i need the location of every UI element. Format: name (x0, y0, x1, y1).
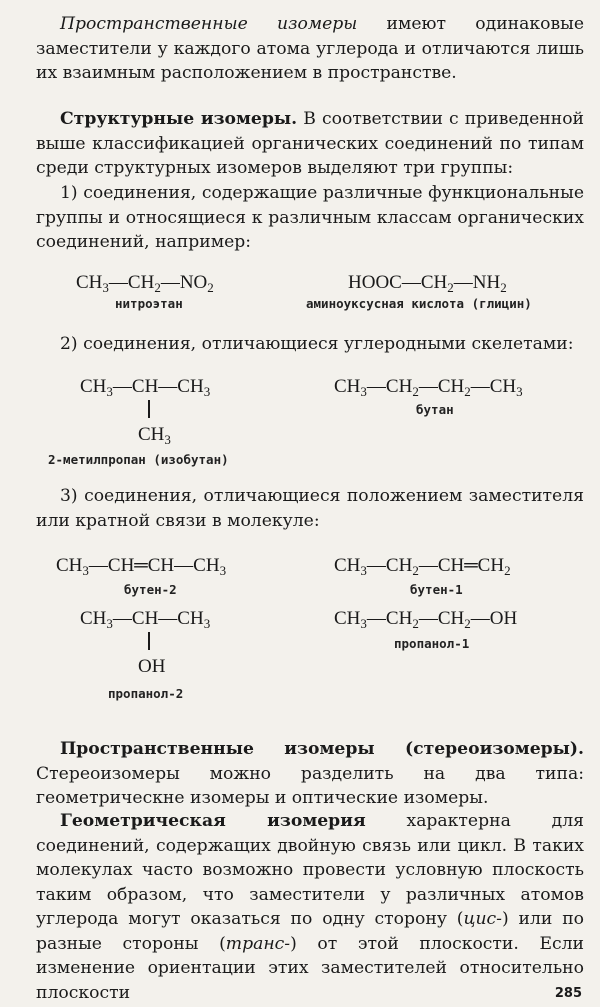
paragraph-text: характерна для соединений, содержащих двойную связь или цикл. В таких молекулах часто возможно провести условную плоскость таким образом, что заместители у различных атомов углерода могут оказаться по одну сторону ( (36, 811, 584, 929)
formula-propanol-2-main: $CH_3—CH—CH_3$ (80, 608, 211, 631)
formula-butene-2: $CH_3—CH═CH—CH_3$ (56, 555, 227, 578)
vertical-bond (148, 400, 150, 418)
paragraph-group-1 (36, 181, 584, 255)
formula-nitroethane: $CH_3—CH_2—NO_2$ (76, 272, 214, 295)
formula-propanol-2-oh: OH (138, 656, 166, 677)
heading-structural-isomers: Структурные изомеры. (60, 109, 298, 129)
page-number: 285 (554, 986, 582, 1001)
formula-propanol-1: $CH_3—CH_2—CH_2—OH$ (334, 608, 518, 631)
caption-propanol-1: пропанол-1 (394, 636, 470, 651)
caption-propanol-2: пропанол-2 (108, 686, 184, 701)
vertical-bond (148, 632, 150, 650)
caption-butene-1: бутен-1 (410, 582, 463, 597)
formula-butane: $CH_3—CH_2—CH_2—CH_3$ (334, 376, 523, 399)
paragraph-group-3 (36, 484, 584, 533)
formula-butene-1: $CH_3—CH_2—CH═CH_2$ (334, 555, 511, 578)
heading-geometric-isomerism: Геометрическая изомерия (60, 811, 366, 831)
paragraph-text: В соответствии с приведенной выше классификацией органических соединений по типам среди структурных изомеров выделяют три группы: (36, 109, 585, 178)
paragraph-text: 3) соединения, отличающиеся положением заместителя или кратной связи в молекуле: (36, 486, 584, 531)
caption-butane: бутан (416, 402, 454, 417)
paragraph-text: ) от этой плоскости. Если изменение ориентации этих заместителей относительно плоскости (36, 933, 584, 1003)
term-cis: цис- (463, 909, 502, 929)
paragraph-text: ) или по разные стороны ( (36, 909, 585, 954)
formula-isobutane-main: $CH_3—CH—CH_3$ (80, 376, 211, 399)
paragraph-text: Стереоизомеры можно разделить на два типа: геометрическне изомеры и оптические изомеры. (36, 763, 584, 808)
paragraph-group-2 (36, 332, 584, 357)
formula-glycine: $HOOC—CH_2—NH_2$ (348, 272, 507, 295)
paragraph-text: имеют одинаковые заместители у каждого атома углерода и отличаются лишь их взаимным расположением в пространстве. (36, 14, 584, 83)
paragraph-text: 1) соединения, содержащие различные функциональные группы и относящиеся к различным классам органических соединений, например: (36, 183, 584, 252)
caption-glycine: аминоуксусная кислота (глицин) (306, 296, 532, 311)
formula-isobutane-branch: $CH_3$ (138, 424, 171, 447)
paragraph-stereoisomers (36, 737, 584, 811)
paragraph-stereo-definition (36, 12, 584, 86)
paragraph-text: 2) соединения, отличающиеся углеродными скелетами: (60, 334, 574, 354)
caption-nitroethane: нитроэтан (115, 296, 183, 311)
caption-isobutane: 2-метилпропан (изобутан) (48, 452, 229, 467)
term-trans: транс- (225, 933, 291, 954)
paragraph-geometric-isomerism (36, 809, 584, 1005)
term-spatial-isomers: Пространственные изомеры (60, 14, 358, 34)
heading-stereoisomers: Пространственные изомеры (стереоизомеры). (60, 739, 584, 759)
paragraph-structural-isomers (36, 107, 584, 181)
caption-butene-2: бутен-2 (124, 582, 177, 597)
